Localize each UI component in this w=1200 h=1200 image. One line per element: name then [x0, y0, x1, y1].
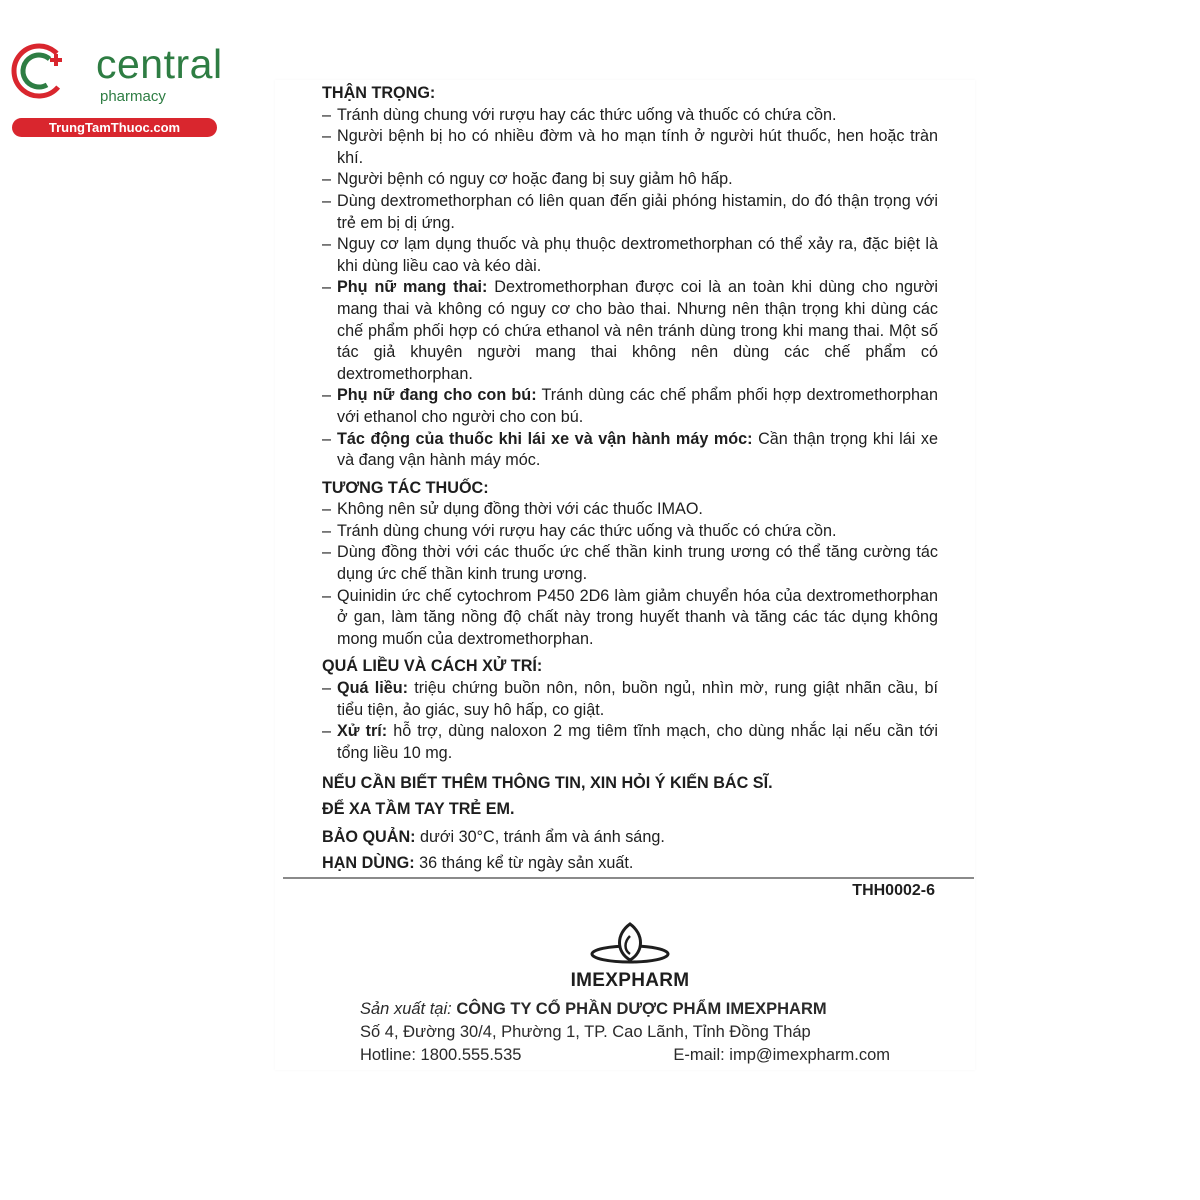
caution-item [322, 105, 938, 127]
bullet-dash: – [322, 586, 332, 605]
caution-item-text: Cần thận trọng khi lái xe và đang vận hành máy móc. [337, 429, 938, 470]
caution-item [322, 191, 938, 234]
caution-section [322, 83, 938, 472]
interactions-heading: TƯƠNG TÁC THUỐC: [322, 478, 489, 497]
bullet-dash: – [322, 521, 332, 540]
interactions-item [322, 521, 938, 543]
interactions-item [322, 542, 938, 585]
manufacturer-label: Sản xuất tại: [360, 1000, 452, 1018]
bullet-dash: – [322, 386, 332, 405]
bullet-dash: – [322, 127, 332, 146]
imexpharm-wordmark: IMEXPHARM [570, 970, 690, 991]
divider [283, 877, 974, 879]
caution-list [322, 105, 938, 472]
overdose-list [322, 678, 938, 764]
overdose-item-label: Quá liều: [337, 679, 408, 698]
notice-keep-away-children: ĐỂ XA TẦM TAY TRẺ EM. [322, 800, 515, 819]
overdose-item-label: Xử trí: [337, 722, 388, 741]
storage-info [322, 824, 938, 876]
storage-label: BẢO QUẢN: [322, 828, 416, 847]
imexpharm-emblem-icon [560, 918, 700, 974]
bullet-dash: – [322, 105, 332, 124]
manufacturer-company: CÔNG TY CỔ PHẦN DƯỢC PHẨM IMEXPHARM [451, 1000, 827, 1018]
interactions-item-text: Không nên sử dụng đồng thời với các thuốc IMAO. [337, 500, 703, 519]
caution-item [322, 429, 938, 472]
bullet-dash: – [322, 235, 332, 254]
logo-brand-name: central [96, 41, 223, 87]
caution-item-text: Người bệnh có nguy cơ hoặc đang bị suy giảm hô hấp. [337, 170, 733, 189]
central-pharmacy-logo [10, 38, 223, 138]
manufacturer-email: E-mail: imp@imexpharm.com [673, 1046, 890, 1064]
caution-item [322, 126, 938, 169]
caution-item-label: Phụ nữ mang thai: [337, 278, 488, 297]
leaflet-content [322, 83, 938, 876]
caution-item-text: Dùng dextromethorphan có liên quan đến giải phóng histamin, do đó thận trọng với trẻ em bị dị ứng. [337, 191, 938, 232]
interactions-item [322, 586, 938, 651]
interactions-item-text: Quinidin ức chế cytochrom P450 2D6 làm giảm chuyển hóa của dextromethorphan ở gan, làm tăng nồng độ chất này trong huyết thanh và tăng các tác dụng không mong muốn của dextromethorphan. [337, 586, 938, 648]
caution-item-label: Tác động của thuốc khi lái xe và vận hành máy móc: [337, 429, 753, 448]
interactions-item-text: Tránh dùng chung với rượu hay các thức uống và thuốc có chứa cồn. [337, 521, 837, 540]
caution-item [322, 169, 938, 191]
interactions-section [322, 478, 938, 651]
interactions-item [322, 499, 938, 521]
bullet-dash: – [322, 278, 332, 297]
manufacturer-hotline: Hotline: 1800.555.535 [360, 1046, 522, 1064]
caution-heading: THẬN TRỌNG: [322, 84, 436, 102]
interactions-list [322, 499, 938, 650]
caution-item [322, 234, 938, 277]
caution-item-text: Dextromethorphan được coi là an toàn khi dùng cho người mang thai và không có nguy cơ cho bào thai. Nhưng nên thận trọng khi dùng các chế phẩm phối hợp có chứa ethanol và nên tránh dùng trong khi mang thai. Một số tác giả khuyên người mang thai không nên dùng các chế phẩm có dextromethorphan. [337, 278, 938, 383]
imexpharm-logo [560, 918, 700, 996]
overdose-item-text: triệu chứng buồn nôn, nôn, buồn ngủ, nhìn mờ, rung giật nhãn cầu, bí tiểu tiện, ảo giác, suy hô hấp, co giật. [337, 679, 938, 719]
caution-item-label: Phụ nữ đang cho con bú: [337, 386, 537, 405]
logo-subtitle: pharmacy [100, 88, 166, 105]
bullet-dash: – [322, 429, 332, 448]
logo-website: TrungTamThuoc.com [12, 118, 217, 137]
manufacturer-line [360, 998, 890, 1021]
caution-item-text: Tránh dùng các chế phẩm phối hợp dextromethorphan với ethanol cho người cho con bú. [337, 386, 938, 426]
overdose-heading: QUÁ LIỀU VÀ CÁCH XỬ TRÍ: [322, 657, 543, 676]
document-code: THH0002-6 [852, 882, 935, 899]
expiry-text: 36 tháng kể từ ngày sản xuất. [414, 854, 634, 873]
bullet-dash: – [322, 543, 332, 562]
interactions-item-text: Dùng đồng thời với các thuốc ức chế thần kinh trung ương có thể tăng cường tác dụng ức chế thần kinh trung ương. [337, 543, 938, 584]
expiry-label: HẠN DÙNG: [322, 854, 415, 873]
bullet-dash: – [322, 191, 332, 210]
caution-item-text: Nguy cơ lạm dụng thuốc và phụ thuộc dextromethorphan có thể xảy ra, đặc biệt là khi dùng liều cao và kéo dài. [337, 235, 938, 275]
overdose-item-text: hỗ trợ, dùng naloxon 2 mg tiêm tĩnh mạch, cho dùng nhắc lại nếu cần tới tổng liều 10 mg. [337, 722, 938, 762]
manufacturer-info [360, 998, 890, 1067]
notices [322, 770, 938, 822]
bullet-dash: – [322, 500, 332, 519]
overdose-section [322, 656, 938, 764]
caution-item-text: Người bệnh bị ho có nhiều đờm và ho mạn tính ở người hút thuốc, hen hoặc tràn khí. [337, 127, 938, 167]
overdose-item [322, 678, 938, 721]
bullet-dash: – [322, 170, 332, 189]
overdose-item [322, 721, 938, 764]
caution-item-text: Tránh dùng chung với rượu hay các thức uống và thuốc có chứa cồn. [337, 105, 837, 124]
caution-item [322, 277, 938, 385]
storage-text: dưới 30°C, tránh ẩm và ánh sáng. [415, 828, 665, 847]
caution-item [322, 385, 938, 428]
bullet-dash: – [322, 722, 332, 741]
bullet-dash: – [322, 679, 332, 698]
manufacturer-address: Số 4, Đường 30/4, Phường 1, TP. Cao Lãnh, Tỉnh Đồng Tháp [360, 1023, 811, 1041]
pharmacy-logo-icon [10, 38, 80, 108]
notice-consult-doctor: NẾU CẦN BIẾT THÊM THÔNG TIN, XIN HỎI Ý KIẾN BÁC SĨ. [322, 774, 773, 793]
